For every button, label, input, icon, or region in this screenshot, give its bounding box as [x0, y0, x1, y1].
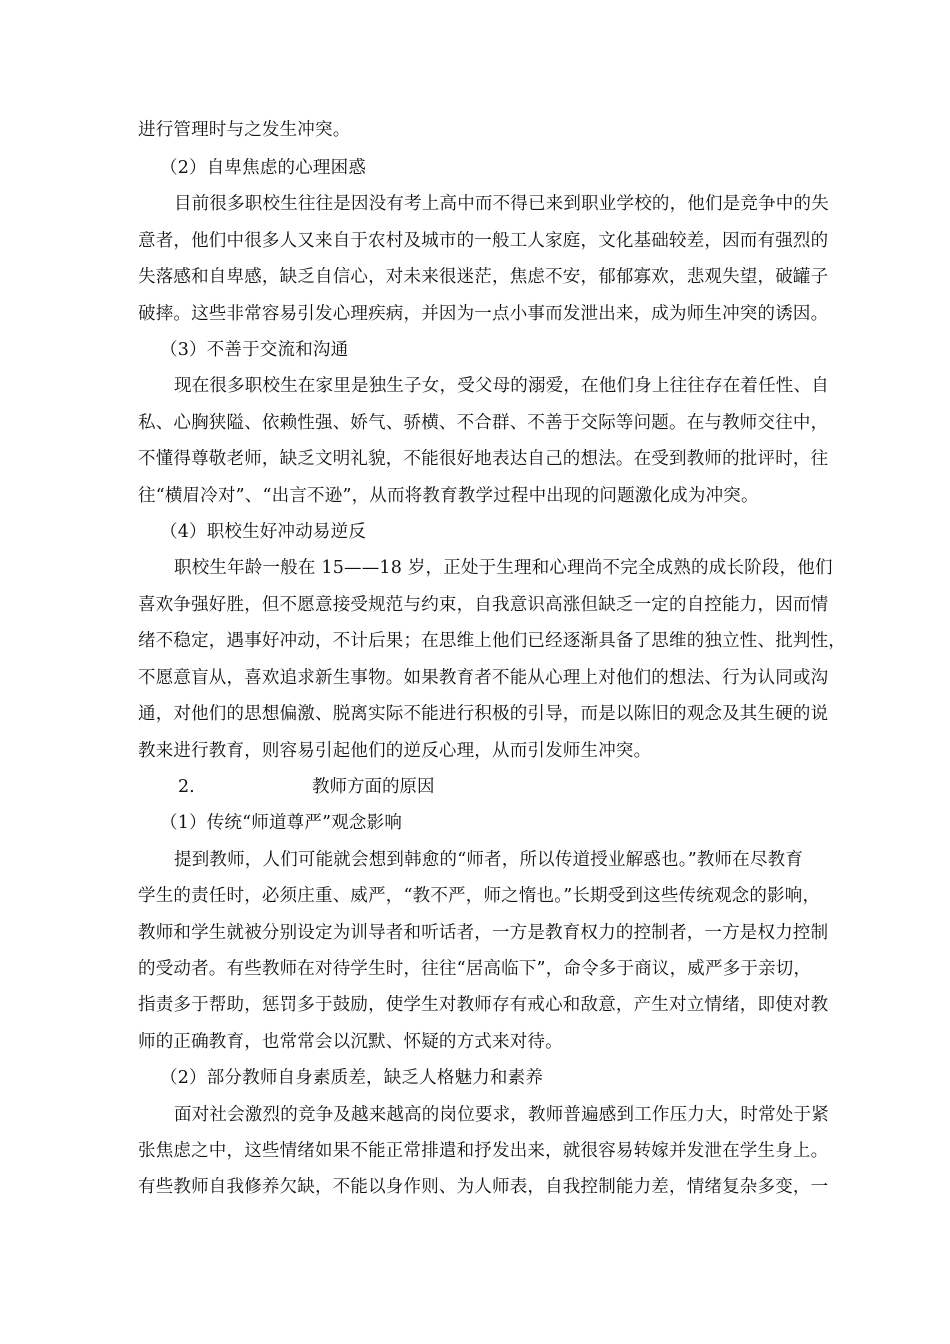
- text-line: 现在很多职校生在家里是独生子女，受父母的溺爱，在他们身上往往存在着任性、自: [174, 376, 829, 396]
- text-line: 绪不稳定，遇事好冲动，不计后果；在思维上他们已经逐渐具备了思维的独立性、批判性，: [138, 631, 846, 651]
- subheading-3: （3）不善于交流和沟通: [160, 340, 349, 360]
- subheading-1: （1）传统“师道尊严”观念影响: [160, 813, 403, 833]
- text-line: 职校生年龄一般在 15——18 岁，正处于生理和心理尚不完全成熟的成长阶段，他们: [174, 558, 833, 578]
- text-line: 教师和学生就被分别设定为训导者和听话者，一方是教育权力的控制者，一方是权力控制: [138, 923, 829, 943]
- text-line: 往“横眉冷对”、“出言不逊”，从而将教育教学过程中出现的问题激化成为冲突。: [138, 486, 759, 506]
- text-line: 教来进行教育，则容易引起他们的逆反心理，从而引发师生冲突。: [138, 741, 652, 761]
- section-title: 教师方面的原因: [312, 777, 435, 797]
- text-line: 意者，他们中很多人又来自于农村及城市的一般工人家庭，文化基础较差，因而有强烈的: [138, 231, 829, 251]
- text-line: 师的正确教育，也常常会以沉默、怀疑的方式来对待。: [138, 1032, 563, 1052]
- text-line: 私、心胸狭隘、依赖性强、娇气、骄横、不合群、不善于交际等问题。在与教师交往中，: [138, 413, 829, 433]
- text-line: 喜欢争强好胜，但不愿意接受规范与约束，自我意识高涨但缺乏一定的自控能力，因而情: [138, 595, 829, 615]
- text-line: 学生的责任时，必须庄重、威严，“教不严，师之惰也。”长期受到这些传统观念的影响，: [138, 886, 821, 906]
- text-line: 张焦虑之中，这些情绪如果不能正常排遣和抒发出来，就很容易转嫁并发泄在学生身上。: [138, 1141, 829, 1161]
- section-number: 2.: [178, 777, 195, 797]
- subheading-2: （2）自卑焦虑的心理困惑: [160, 158, 367, 178]
- text-line: 提到教师，人们可能就会想到韩愈的“师者，所以传道授业解惑也。”教师在尽教育: [174, 850, 804, 870]
- text-line: 目前很多职校生往往是因没有考上高中而不得已来到职业学校的，他们是竞争中的失: [174, 194, 829, 214]
- text-line: 通，对他们的思想偏激、脱离实际不能进行积极的引导，而是以陈旧的观念及其生硬的说: [138, 704, 829, 724]
- text-line: 面对社会激烈的竞争及越来越高的岗位要求，教师普遍感到工作压力大，时常处于紧: [174, 1105, 829, 1125]
- text-line: 有些教师自我修养欠缺，不能以身作则、为人师表，自我控制能力差，情绪复杂多变，一: [138, 1177, 829, 1197]
- text-line: 进行管理时与之发生冲突。: [138, 120, 351, 140]
- text-line: 破摔。这些非常容易引发心理疾病，并因为一点小事而发泄出来，成为师生冲突的诱因。: [138, 304, 829, 324]
- subheading-4: （4）职校生好冲动易逆反: [160, 522, 367, 542]
- subheading-2b: （2）部分教师自身素质差，缺乏人格魅力和素养: [160, 1068, 544, 1088]
- text-line: 失落感和自卑感，缺乏自信心，对未来很迷茫，焦虑不安，郁郁寡欢，悲观失望，破罐子: [138, 267, 829, 287]
- text-line: 的受动者。有些教师在对待学生时，往往“居高临下”，命令多于商议，威严多于亲切，: [138, 959, 812, 979]
- text-line: 不愿意盲从，喜欢追求新生事物。如果教育者不能从心理上对他们的想法、行为认同或沟: [138, 668, 829, 688]
- text-line: 指责多于帮助，惩罚多于鼓励，使学生对教师存有戒心和敌意，产生对立情绪，即使对教: [138, 995, 829, 1015]
- text-line: 不懂得尊敬老师，缺乏文明礼貌，不能很好地表达自己的想法。在受到教师的批评时，往: [138, 449, 829, 469]
